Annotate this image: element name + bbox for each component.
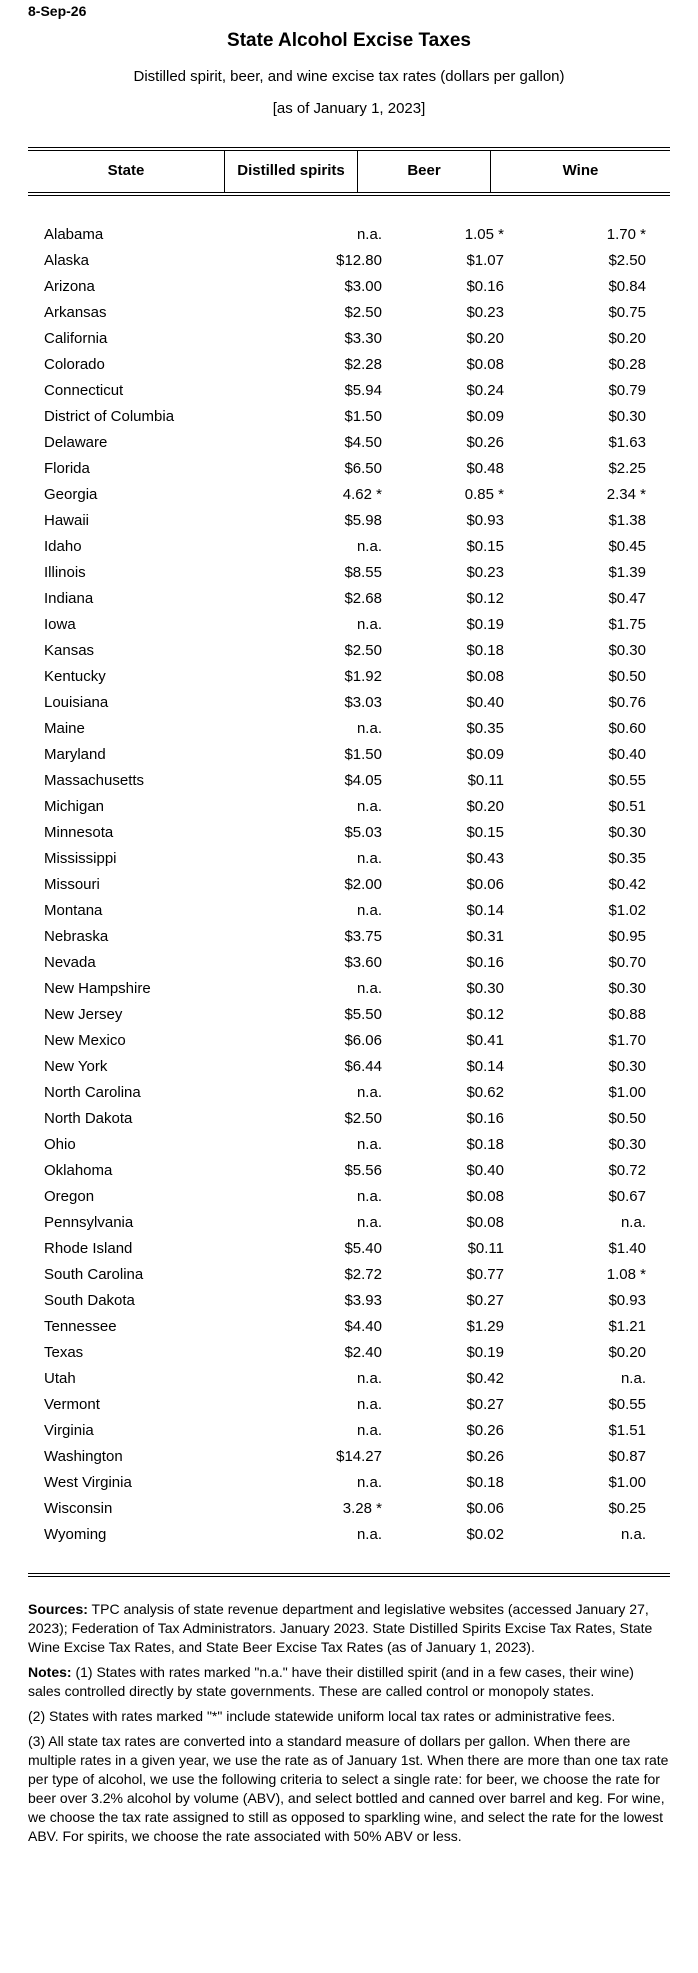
distilled-spirits-cell: n.a. [356, 1084, 382, 1101]
table-row [28, 588, 670, 614]
table-row [28, 224, 670, 250]
table-row [28, 666, 670, 692]
beer-cell: $1.07 [466, 252, 504, 269]
header-distilled-spirits: Distilled spirits [237, 162, 345, 179]
distilled-spirits-cell: $4.05 [344, 772, 382, 789]
beer-cell: $0.15 [466, 538, 504, 555]
table-row [28, 562, 670, 588]
wine-cell: $0.79 [608, 382, 646, 399]
wine-cell: $0.20 [608, 1344, 646, 1361]
state-cell: Colorado [44, 356, 105, 373]
wine-cell: $0.60 [608, 720, 646, 737]
table-header [28, 147, 670, 195]
wine-cell: $0.20 [608, 330, 646, 347]
sources-paragraph [28, 1600, 670, 1657]
state-cell: Tennessee [44, 1318, 117, 1335]
state-cell: Maryland [44, 746, 106, 763]
distilled-spirits-cell: 3.28 * [342, 1500, 382, 1517]
distilled-spirits-cell: $2.50 [344, 304, 382, 321]
table-row [28, 874, 670, 900]
note-2-paragraph: (2) States with rates marked "*" include statewide uniform local tax rates or administrative fees. [28, 1708, 616, 1724]
state-cell: Texas [44, 1344, 84, 1361]
distilled-spirits-cell: $1.92 [344, 668, 382, 685]
state-cell: Illinois [44, 564, 86, 581]
table-row [28, 1394, 670, 1420]
state-cell: Michigan [44, 798, 105, 815]
distilled-spirits-cell: n.a. [356, 538, 382, 555]
sources-label: Sources: [28, 1601, 88, 1617]
wine-cell: 1.08 * [606, 1266, 646, 1283]
state-cell: West Virginia [44, 1474, 132, 1491]
table-row [28, 1264, 670, 1290]
header-top-rule [28, 147, 670, 148]
distilled-spirits-cell: n.a. [356, 850, 382, 867]
table-row [28, 536, 670, 562]
table-row [28, 796, 670, 822]
beer-cell: $1.29 [466, 1318, 504, 1335]
state-cell: Oklahoma [44, 1162, 113, 1179]
state-cell: Arizona [44, 278, 95, 295]
state-cell: North Dakota [44, 1110, 133, 1127]
state-cell: Arkansas [44, 304, 107, 321]
wine-cell: $0.30 [608, 1136, 646, 1153]
table-row [28, 1290, 670, 1316]
state-cell: New Jersey [44, 1006, 123, 1023]
table-row [28, 978, 670, 1004]
state-cell: Alabama [44, 226, 104, 243]
distilled-spirits-cell: $5.98 [344, 512, 382, 529]
beer-cell: $0.40 [466, 694, 504, 711]
note-1-text: (1) States with rates marked "n.a." have their distilled spirit (and in a few cases, their wine) sales controlled directly by state governments. These are called control or monopoly states. [28, 1664, 634, 1699]
table-row [28, 484, 670, 510]
state-cell: Kansas [44, 642, 95, 659]
as-of-date: [as of January 1, 2023] [272, 100, 426, 117]
state-cell: Missouri [44, 876, 100, 893]
wine-cell: $0.84 [608, 278, 646, 295]
beer-cell: $0.19 [466, 1344, 504, 1361]
state-cell: Washington [44, 1448, 123, 1465]
table-row [28, 1498, 670, 1524]
wine-cell: $0.30 [608, 408, 646, 425]
beer-cell: $0.77 [466, 1266, 504, 1283]
table-row [28, 458, 670, 484]
beer-cell: $0.06 [466, 1500, 504, 1517]
wine-cell: $1.00 [608, 1474, 646, 1491]
beer-cell: $0.16 [466, 954, 504, 971]
beer-cell: $0.09 [466, 408, 504, 425]
bottom-rule-outer [28, 1573, 670, 1574]
state-cell: South Dakota [44, 1292, 135, 1309]
wine-cell: $1.21 [608, 1318, 646, 1335]
table-row [28, 1004, 670, 1030]
state-cell: Rhode Island [44, 1240, 133, 1257]
wine-cell: $0.42 [608, 876, 646, 893]
table-row [28, 328, 670, 354]
table-row [28, 926, 670, 952]
table-row [28, 250, 670, 276]
beer-cell: $0.09 [466, 746, 504, 763]
distilled-spirits-cell: $4.40 [344, 1318, 382, 1335]
beer-cell: $0.14 [466, 1058, 504, 1075]
state-cell: Iowa [44, 616, 76, 633]
distilled-spirits-cell: $6.50 [344, 460, 382, 477]
state-cell: Delaware [44, 434, 108, 451]
state-cell: Wisconsin [44, 1500, 113, 1517]
distilled-spirits-cell: n.a. [356, 1214, 382, 1231]
distilled-spirits-cell: $6.44 [344, 1058, 382, 1075]
wine-cell: $0.87 [608, 1448, 646, 1465]
state-cell: Mississippi [44, 850, 117, 867]
beer-cell: 0.85 * [464, 486, 504, 503]
beer-cell: 1.05 * [464, 226, 504, 243]
table-row [28, 770, 670, 796]
table-row [28, 952, 670, 978]
header-bottom-rule [28, 192, 670, 193]
table-row [28, 276, 670, 302]
beer-cell: $0.12 [466, 1006, 504, 1023]
distilled-spirits-cell: $1.50 [344, 408, 382, 425]
table-row [28, 354, 670, 380]
distilled-spirits-cell: n.a. [356, 1370, 382, 1387]
distilled-spirits-cell: $5.50 [344, 1006, 382, 1023]
beer-cell: $0.08 [466, 1214, 504, 1231]
table-row [28, 614, 670, 640]
distilled-spirits-cell: $5.94 [344, 382, 382, 399]
wine-cell: $1.40 [608, 1240, 646, 1257]
distilled-spirits-cell: $4.50 [344, 434, 382, 451]
table-row [28, 692, 670, 718]
state-cell: California [44, 330, 108, 347]
beer-cell: $0.43 [466, 850, 504, 867]
beer-cell: $0.16 [466, 278, 504, 295]
page-title: State Alcohol Excise Taxes [227, 30, 471, 51]
distilled-spirits-cell: $2.72 [344, 1266, 382, 1283]
sources-text: TPC analysis of state revenue department and legislative websites (accessed January 27, 2023); Federation of Tax Administrators. January 2023. State Distilled Spirits Excise Tax Rates, State Wine Excise Tax Rates, and State Beer Excise Tax Rates (as of January 1, 2023). [28, 1601, 653, 1655]
beer-cell: $0.20 [466, 330, 504, 347]
beer-cell: $0.27 [466, 1292, 504, 1309]
wine-cell: $1.63 [608, 434, 646, 451]
state-cell: Montana [44, 902, 103, 919]
beer-cell: $0.19 [466, 616, 504, 633]
table-row [28, 718, 670, 744]
state-cell: Pennsylvania [44, 1214, 134, 1231]
beer-cell: $0.20 [466, 798, 504, 815]
state-cell: Vermont [44, 1396, 100, 1413]
distilled-spirits-cell: n.a. [356, 1474, 382, 1491]
distilled-spirits-cell: n.a. [356, 1188, 382, 1205]
state-cell: New Mexico [44, 1032, 126, 1049]
notes-label: Notes: [28, 1664, 72, 1680]
table-row [28, 1316, 670, 1342]
wine-cell: $0.28 [608, 356, 646, 373]
distilled-spirits-cell: $2.40 [344, 1344, 382, 1361]
distilled-spirits-cell: 4.62 * [342, 486, 382, 503]
table-row [28, 510, 670, 536]
table-row [28, 302, 670, 328]
table-row [28, 822, 670, 848]
distilled-spirits-cell: $3.30 [344, 330, 382, 347]
table-row [28, 640, 670, 666]
state-cell: North Carolina [44, 1084, 141, 1101]
wine-cell: $0.30 [608, 1058, 646, 1075]
wine-cell: $0.40 [608, 746, 646, 763]
header-wine: Wine [562, 162, 599, 179]
table-row [28, 900, 670, 926]
state-cell: Wyoming [44, 1526, 107, 1543]
wine-cell: $2.25 [608, 460, 646, 477]
header-state: State [107, 162, 145, 179]
wine-cell: $0.50 [608, 668, 646, 685]
beer-cell: $0.27 [466, 1396, 504, 1413]
distilled-spirits-cell: $5.03 [344, 824, 382, 841]
state-cell: Nevada [44, 954, 96, 971]
wine-cell: $1.02 [608, 902, 646, 919]
beer-cell: $0.26 [466, 1422, 504, 1439]
beer-cell: $0.14 [466, 902, 504, 919]
distilled-spirits-cell: $2.00 [344, 876, 382, 893]
wine-cell: $1.70 [608, 1032, 646, 1049]
beer-cell: $0.30 [466, 980, 504, 997]
beer-cell: $0.12 [466, 590, 504, 607]
wine-cell: $0.55 [608, 1396, 646, 1413]
wine-cell: $0.95 [608, 928, 646, 945]
tax-table-body [28, 224, 670, 1550]
header-bottom-rule-inner [28, 195, 670, 196]
wine-cell: $0.50 [608, 1110, 646, 1127]
distilled-spirits-cell: $2.28 [344, 356, 382, 373]
table-row [28, 380, 670, 406]
table-row [28, 1212, 670, 1238]
state-cell: Kentucky [44, 668, 106, 685]
wine-cell: $2.50 [608, 252, 646, 269]
beer-cell: $0.08 [466, 1188, 504, 1205]
wine-cell: $0.25 [608, 1500, 646, 1517]
state-cell: New Hampshire [44, 980, 151, 997]
wine-cell: $0.67 [608, 1188, 646, 1205]
distilled-spirits-cell: n.a. [356, 1526, 382, 1543]
note-3-paragraph: (3) All state tax rates are converted into a standard measure of dollars per gallon. When there are multiple rates in a given year, we use the rate as of January 1st. When there are more than one tax rate per type of alcohol, we use the following criteria to select a single rate: for beer, we choose the rate for beer over 3.2% alcohol by volume (ABV), and select bottled and canned over barrel and keg. For wine, we choose the tax rate assigned to still as opposed to sparkling wine, and select the rate for the lowest ABV. For spirits, we choose the rate associated with 50% ABV or less. [28, 1733, 669, 1844]
table-row [28, 1056, 670, 1082]
state-cell: Oregon [44, 1188, 95, 1205]
table-row [28, 1238, 670, 1264]
table-row [28, 1030, 670, 1056]
distilled-spirits-cell: n.a. [356, 616, 382, 633]
beer-cell: $0.15 [466, 824, 504, 841]
wine-cell: $0.55 [608, 772, 646, 789]
wine-cell: $0.51 [608, 798, 646, 815]
beer-cell: $0.08 [466, 668, 504, 685]
distilled-spirits-cell: n.a. [356, 1396, 382, 1413]
state-cell: Georgia [44, 486, 98, 503]
wine-cell: $0.93 [608, 1292, 646, 1309]
state-cell: New York [44, 1058, 108, 1075]
state-cell: Connecticut [44, 382, 124, 399]
wine-cell: $0.30 [608, 642, 646, 659]
wine-cell: n.a. [620, 1526, 646, 1543]
state-cell: Indiana [44, 590, 94, 607]
distilled-spirits-cell: $1.50 [344, 746, 382, 763]
beer-cell: $0.62 [466, 1084, 504, 1101]
state-cell: Utah [44, 1370, 76, 1387]
table-row [28, 1160, 670, 1186]
table-row [28, 1446, 670, 1472]
wine-cell: $0.75 [608, 304, 646, 321]
distilled-spirits-cell: $8.55 [344, 564, 382, 581]
distilled-spirits-cell: $12.80 [336, 252, 382, 269]
state-cell: Hawaii [44, 512, 90, 529]
state-cell: Idaho [44, 538, 82, 555]
distilled-spirits-cell: n.a. [356, 226, 382, 243]
table-row [28, 1108, 670, 1134]
distilled-spirits-cell: $2.50 [344, 642, 382, 659]
wine-cell: n.a. [620, 1370, 646, 1387]
distilled-spirits-cell: $14.27 [336, 1448, 382, 1465]
table-row [28, 1420, 670, 1446]
beer-cell: $0.26 [466, 434, 504, 451]
wine-cell: $0.76 [608, 694, 646, 711]
table-row [28, 1134, 670, 1160]
wine-cell: $0.30 [608, 980, 646, 997]
distilled-spirits-cell: $3.60 [344, 954, 382, 971]
beer-cell: $0.06 [466, 876, 504, 893]
wine-cell: $0.72 [608, 1162, 646, 1179]
note-1-paragraph [28, 1663, 670, 1701]
distilled-spirits-cell: n.a. [356, 980, 382, 997]
wine-cell: $1.00 [608, 1084, 646, 1101]
beer-cell: $0.41 [466, 1032, 504, 1049]
table-row [28, 1524, 670, 1550]
distilled-spirits-cell: $2.68 [344, 590, 382, 607]
table-row [28, 744, 670, 770]
state-cell: Florida [44, 460, 90, 477]
distilled-spirits-cell: n.a. [356, 902, 382, 919]
state-cell: South Carolina [44, 1266, 144, 1283]
wine-cell: $1.38 [608, 512, 646, 529]
beer-cell: $0.23 [466, 304, 504, 321]
beer-cell: $0.23 [466, 564, 504, 581]
bottom-rule-inner [28, 1576, 670, 1577]
beer-cell: $0.18 [466, 1136, 504, 1153]
state-cell: Maine [44, 720, 85, 737]
distilled-spirits-cell: n.a. [356, 798, 382, 815]
wine-cell: $1.75 [608, 616, 646, 633]
table-row [28, 1368, 670, 1394]
distilled-spirits-cell: n.a. [356, 720, 382, 737]
distilled-spirits-cell: n.a. [356, 1422, 382, 1439]
wine-cell: $0.88 [608, 1006, 646, 1023]
table-row [28, 1472, 670, 1498]
table-row [28, 848, 670, 874]
distilled-spirits-cell: n.a. [356, 1136, 382, 1153]
footnotes [28, 1600, 670, 1852]
table-row [28, 1082, 670, 1108]
distilled-spirits-cell: $5.56 [344, 1162, 382, 1179]
beer-cell: $0.24 [466, 382, 504, 399]
table-row [28, 406, 670, 432]
distilled-spirits-cell: $5.40 [344, 1240, 382, 1257]
beer-cell: $0.40 [466, 1162, 504, 1179]
beer-cell: $0.08 [466, 356, 504, 373]
table-bottom-rule [28, 1573, 670, 1577]
state-cell: Virginia [44, 1422, 94, 1439]
beer-cell: $0.31 [466, 928, 504, 945]
state-cell: Massachusetts [44, 772, 145, 789]
distilled-spirits-cell: $3.93 [344, 1292, 382, 1309]
header-beer: Beer [407, 162, 441, 179]
table-row [28, 1342, 670, 1368]
wine-cell: $0.45 [608, 538, 646, 555]
beer-cell: $0.18 [466, 642, 504, 659]
state-cell: District of Columbia [44, 408, 175, 425]
wine-cell: $0.30 [608, 824, 646, 841]
distilled-spirits-cell: $3.00 [344, 278, 382, 295]
distilled-spirits-cell: $6.06 [344, 1032, 382, 1049]
wine-cell: 2.34 * [606, 486, 646, 503]
beer-cell: $0.48 [466, 460, 504, 477]
state-cell: Nebraska [44, 928, 109, 945]
distilled-spirits-cell: $3.75 [344, 928, 382, 945]
table-row [28, 432, 670, 458]
wine-cell: 1.70 * [606, 226, 646, 243]
state-cell: Ohio [44, 1136, 76, 1153]
distilled-spirits-cell: $2.50 [344, 1110, 382, 1127]
beer-cell: $0.11 [467, 772, 504, 789]
table-row [28, 1186, 670, 1212]
distilled-spirits-cell: $3.03 [344, 694, 382, 711]
wine-cell: $0.35 [608, 850, 646, 867]
wine-cell: $1.51 [608, 1422, 646, 1439]
wine-cell: $0.47 [608, 590, 646, 607]
wine-cell: n.a. [620, 1214, 646, 1231]
beer-cell: $0.16 [466, 1110, 504, 1127]
report-date: 8-Sep-26 [28, 3, 87, 19]
state-cell: Minnesota [44, 824, 114, 841]
beer-cell: $0.35 [466, 720, 504, 737]
state-cell: Louisiana [44, 694, 109, 711]
beer-cell: $0.93 [466, 512, 504, 529]
page-subtitle: Distilled spirit, beer, and wine excise tax rates (dollars per gallon) [133, 68, 565, 85]
wine-cell: $1.39 [608, 564, 646, 581]
state-cell: Alaska [44, 252, 90, 269]
beer-cell: $0.02 [466, 1526, 504, 1543]
beer-cell: $0.26 [466, 1448, 504, 1465]
beer-cell: $0.11 [467, 1240, 504, 1257]
beer-cell: $0.18 [466, 1474, 504, 1491]
beer-cell: $0.42 [466, 1370, 504, 1387]
wine-cell: $0.70 [608, 954, 646, 971]
